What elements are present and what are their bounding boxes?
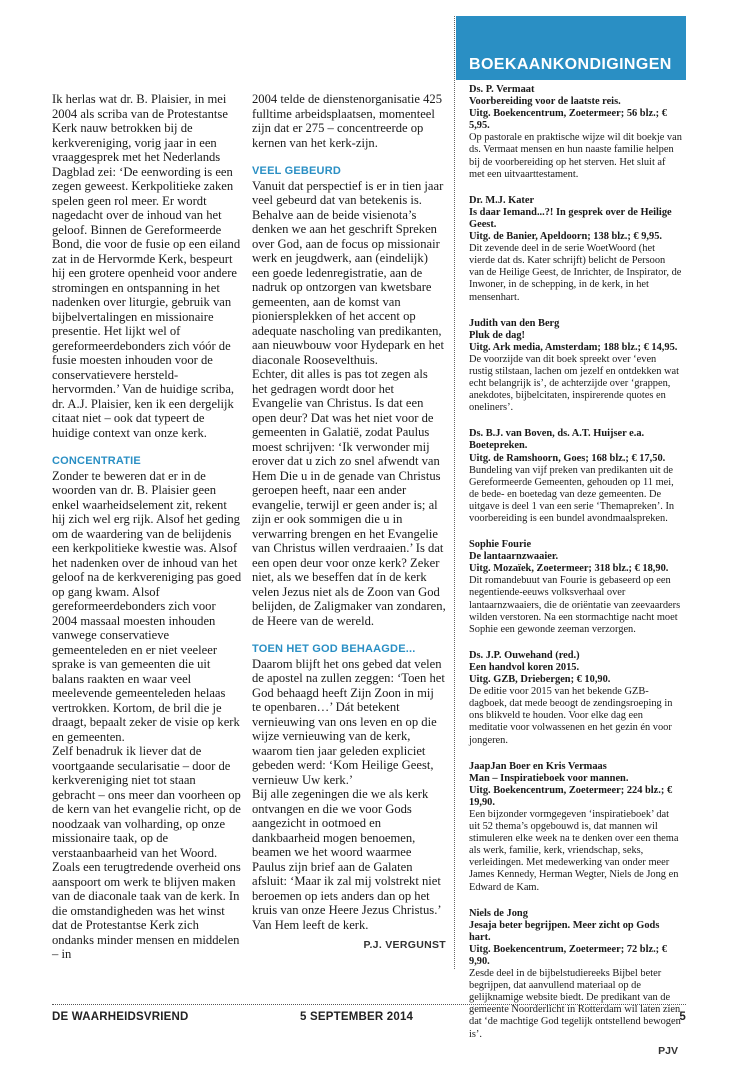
book-entry	[469, 908, 682, 1041]
book-entry	[469, 84, 682, 181]
book-publisher: Uitg. Boekencentrum, Zoetermeer; 72 blz.; € 9,90.	[469, 943, 667, 967]
book-publisher: Uitg. de Ramshoorn, Goes; 168 blz.; € 17,50.	[469, 452, 666, 464]
book-title: Jesaja beter begrijpen. Meer zicht op Gods hart.	[469, 919, 660, 943]
book-publisher: Uitg. GZB, Driebergen; € 10,90.	[469, 674, 611, 686]
section-heading-concentratie: CONCENTRATIE	[52, 455, 141, 467]
book-entry	[469, 650, 682, 747]
article-paragraph: Bij alle zegeningen die we als kerk ontvangen en die we voor Gods aangezicht in ootmoed en dankbaarheid mogen benoemen, beamen we het woord waarmee Paulus zijn brief aan de Galaten afsluit: ‘Maar ik zal mij volstrekt niet beroemen op iets anders dan op het kruis van onze Heere Jezus Christus.’ Van Hem leeft de kerk.	[252, 787, 441, 932]
book-author: Sophie Fourie	[469, 539, 532, 551]
book-description: De voorzijde van dit boek spreekt over ‘even rustig stilstaan, lachen om jezelf en ontdekken wat echt belangrijk is’, de achterzijde over ‘grappen, anekdotes, bijbelcitaten, inspirerende quotes en oneliners’.	[469, 353, 680, 414]
article-column-2	[252, 92, 446, 953]
book-author: Ds. P. Vermaat	[469, 84, 535, 95]
article-author: P.J. VERGUNST	[363, 939, 446, 951]
article-paragraph: Daarom blijft het ons gebed dat velen de apostel na zullen zeggen: ‘Toen het God behaagd heeft Zijn Zoon in mij te openbaren…’ Dát betekent vernieuwing van ons leven en op die wijze vernieuwing van de kerk, waarom tien jaar geleden expliciet gebeden werd: ‘Kom Heilige Geest, vernieuw Uw kerk.’	[252, 656, 445, 787]
article-paragraph: Vanuit dat perspectief is er in tien jaar veel gebeurd dat van betekenis is. Behalve aan de beide visienota’s denken we aan het geschrift Spreken over God, aan de focus op missionair werk en jeugdwerk, aan (eindelijk) een goede ledenregistratie, aan de nadruk op ontzorgen van kwetsbare gemeenten, aan de komst van pioniersplekken of het accent op adequate nascholing van predikanten, aan nieuwbouw voor Hydepark en het diaconale Roosevelthuis.	[252, 178, 444, 367]
article-column-1	[52, 92, 242, 962]
footer-divider	[52, 1004, 686, 1005]
section-heading-toen-het-god-behaagde: TOEN HET GOD BEHAAGDE...	[252, 643, 416, 655]
book-description: Dit zevende deel in de serie WoetWoord (het vierde dat ds. Kater schrijft) belicht de Persoon van de Heilige Geest, de Inrichter, de Inspirator, de Inwoner, in de schepping, in de kerk, in het mensenhart.	[469, 243, 682, 303]
book-description: Bundeling van vijf preken van predikanten uit de Gereformeerde Gemeenten, gehouden op 11 mei, de bede- en boetedag van deze gemeenten. De uitgave is deel 1 van een serie ‘Themapreken’. In voorbereiding is een bundel avondmaalspreken.	[469, 464, 675, 524]
book-description: Een bijzonder vormgegeven ‘inspiratieboek’ dat uit 52 thema’s opgebouwd is, dat mannen wil stimuleren elke week na te denken over een thema als werk, familie, kerk, vriendschap, seks, verleidingen. Met medewerking van onder meer James Kennedy, Herman Wegter, Niels de Jong en Edward de Kam.	[469, 808, 679, 893]
page-number: 5	[679, 1011, 686, 1023]
book-publisher: Uitg. de Banier, Apeldoorn; 138 blz.; € 9,95.	[469, 231, 663, 243]
article-paragraph: 2004 telde de dienstenorganisatie 425 fulltime arbeidsplaatsen, momenteel zijn dat er 275 – concentreerde op kernen van het kerk-zijn.	[252, 92, 443, 150]
book-description: De editie voor 2015 van het bekende GZB-dagboek, dat mede beoogt de zendingsroeping in ons blikveld te houden. Voor elke dag een meditatie voor volwassenen en het gezin én voor jongeren.	[469, 686, 673, 746]
book-author: Ds. J.P. Ouwehand (red.)	[469, 649, 580, 661]
book-entry	[469, 318, 682, 415]
book-title: Een handvol koren 2015.	[469, 661, 580, 673]
footer-date: 5 SEPTEMBER 2014	[300, 1011, 414, 1023]
book-title: Pluk de dag!	[469, 329, 526, 341]
book-description: Dit romandebuut van Fourie is gebaseerd op een negentiende-eeuws volksverhaal over lantaarnzwaaiers, die de oriëntatie van zeevaarders wilden verstoren. Na een stormachtige nacht moet Sophie een gewonde zeeman verzorgen.	[469, 575, 681, 635]
article-paragraph: Ik herlas wat dr. B. Plaisier, in mei 2004 als scriba van de Protestantse Kerk nauw betrokken bij de kerkvereniging, vorig jaar in een vraaggesprek met het Nederlands Dagblad zei: ‘De eenwording is een zegen geweest. Kerkpolitieke zaken spelen geen rol meer. Er wordt nagedacht over de inhoud van het geloof. Binnen de Gereformeerde Bond, die voor de fusie op een eiland zat in de Hervormde Kerk, bespeurt hij een grotere openheid voor andere stromingen en ontspanning in het nadenken over liturgie, gebruik van bijbelvertalingen en missionaire presentie. Het lijkt wel of gereformeerdebonders zich vóór de fusie moesten inhouden voor de conservatievere hersteld-hervormden.’ Van de huidige scriba, dr. A.J. Plaisier, ken ik een dergelijk citaat niet – ook dat typeert de huidige context van onze kerk.	[52, 92, 241, 440]
book-title: Is daar Iemand...?! In gesprek over de Heilige Geest.	[469, 206, 672, 230]
book-list	[455, 80, 686, 1057]
book-title: Boetepreken.	[469, 440, 528, 452]
section-heading-veel-gebeurd: VEEL GEBEURD	[252, 165, 341, 177]
book-entry	[469, 539, 682, 636]
book-author: JaapJan Boer en Kris Vermaas	[469, 760, 607, 772]
sidebar-signature: PJV	[658, 1044, 678, 1057]
book-author: Judith van den Berg	[469, 317, 560, 329]
book-entry	[469, 195, 682, 304]
book-author: Niels de Jong	[469, 907, 528, 919]
book-title: Man – Inspiratieboek voor mannen.	[469, 772, 629, 784]
article-paragraph: Echter, dit alles is pas tot zegen als het gedragen wordt door het Evangelie van Christus. Is dat een open deur? Dat was het niet voor de gemeenten in Galatië, zodat Paulus moest schrijven: ‘Ik verwonder mij erover dat u zich zo snel afwendt van Hem Die u in de genade van Christus geroepen heeft, naar een ander evangelie, terwijl er geen ander is; al zijn er ook sommigen die u in verwarring brengen en het Evangelie van Christus willen verdraaien.’ Is dat een open deur voor onze kerk? Zeker niet, als we beseffen dat ín de kerk velen Jezus niet als de Zoon van God belijden, de Zaligmaker van zondaren, de Heere van de wereld.	[252, 367, 446, 628]
book-description: Op pastorale en praktische wijze wil dit boekje van ds. Vermaat mensen en hun naaste familie helpen bij de voorbereiding op het sterven. Het sluit af met een uitvaarttestament.	[469, 132, 682, 180]
book-publisher: Uitg. Mozaïek, Zoetermeer; 318 blz.; € 18,90.	[469, 563, 669, 575]
book-title: Voorbereiding voor de laatste reis.	[469, 96, 621, 108]
book-publisher: Uitg. Ark media, Amsterdam; 188 blz.; € 14,95.	[469, 341, 678, 353]
footer-publication: DE WAARHEIDSVRIEND	[52, 1011, 189, 1023]
sidebar-title: BOEKAANKONDIGINGEN	[469, 56, 672, 73]
book-announcements-sidebar	[454, 16, 686, 1057]
sidebar-header	[456, 16, 686, 80]
book-publisher: Uitg. Boekencentrum, Zoetermeer; 56 blz.; € 5,95.	[469, 108, 667, 132]
book-entry	[469, 761, 682, 894]
article-paragraph: Zelf benadruk ik liever dat de voortgaande secularisatie – door de kerkvereniging niet tot staan gebracht – ons meer dan voorheen op de kern van het evangelie richt, op de noodzaak van volharding, op onze missionaire taak, op de verstaanbaarheid van het Woord. Zoals een terugtredende overheid ons aanspoort om werk te blijven maken van de diaconale taak van de kerk. In die omstandigheden was het winst dat de Protestantse Kerk zich ondanks minder mensen en middelen – in	[52, 744, 241, 961]
book-publisher: Uitg. Boekencentrum, Zoetermeer; 224 blz.; € 19,90.	[469, 784, 673, 808]
book-title: De lantaarnzwaaier.	[469, 551, 559, 563]
book-author: Dr. M.J. Kater	[469, 194, 535, 206]
article-paragraph: Zonder te beweren dat er in de woorden van dr. B. Plaisier geen enkel waarheidselement zit, rekent hij zich wel erg rijk. Alsof het geding om de waardering van de belijdenis een kerkpolitieke kwestie was. Alsof het nadenken over de inhoud van het geloof na de kerkvereniging pas goed op gang kwam. Alsof gereformeerdebonders zich voor 2004 massaal moesten inhouden vanwege conservatieve gemeenteleden en er niet veeleer sprake is van gemeenten die uit balans raakten en waar veel meelevende gemeenteleden helaas vertrokken. Kortom, de bril die je draagt, bepaalt zeker de visie op kerk en gemeenten.	[52, 468, 242, 744]
book-entry	[469, 428, 682, 525]
book-description: Zesde deel in de bijbelstudiereeks Bijbel beter begrijpen, dat aanvullend materiaal op de gelijknamige website biedt. De predikant van de gemeente Noorderlicht in Rotterdam wil laten zien dat ‘de machtige God tegelijk ontstellend bewogen is’.	[469, 968, 681, 1040]
book-author: Ds. B.J. van Boven, ds. A.T. Huijser e.a.	[469, 428, 645, 440]
